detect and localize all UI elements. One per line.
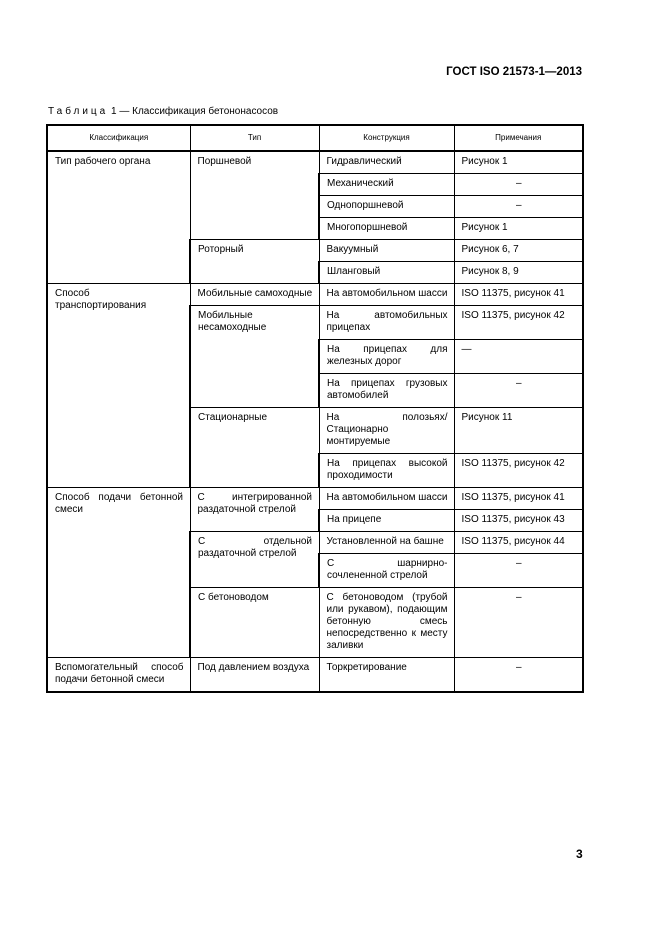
note-cell: – <box>454 174 583 196</box>
table-caption <box>48 106 278 117</box>
table-row <box>47 151 583 174</box>
classification-cell: Вспомогательный способ подачи бетонной смеси <box>47 658 190 693</box>
classification-cell: Способ подачи бетонной смеси <box>47 488 190 658</box>
table-body <box>47 151 583 692</box>
construction-cell: На автомобильных прицепах <box>319 306 454 340</box>
column-header: Классификация <box>47 125 190 151</box>
type-cell: Поршневой <box>190 151 319 240</box>
construction-cell: Механический <box>319 174 454 196</box>
document-id: ГОСТ ISO 21573-1—2013 <box>446 66 582 78</box>
note-cell: Рисунок 6, 7 <box>454 240 583 262</box>
note-cell: Рисунок 8, 9 <box>454 262 583 284</box>
note-cell: — <box>454 340 583 374</box>
note-cell: Рисунок 11 <box>454 408 583 454</box>
construction-cell: Многопоршневой <box>319 218 454 240</box>
construction-cell: Гидравлический <box>319 151 454 174</box>
column-header: Конструкция <box>319 125 454 151</box>
classification-cell: Способ транспортирования <box>47 284 190 488</box>
note-cell: Рисунок 1 <box>454 218 583 240</box>
type-cell: Роторный <box>190 240 319 284</box>
construction-cell: Вакуумный <box>319 240 454 262</box>
table-caption-label: Таблица <box>48 106 109 117</box>
note-cell: – <box>454 374 583 408</box>
classification-table-container <box>46 124 582 693</box>
construction-cell: На полозьях/ Стационарно монтируемые <box>319 408 454 454</box>
note-cell: ISO 11375, рисунок 42 <box>454 306 583 340</box>
construction-cell: На прицепах высокой проходимости <box>319 454 454 488</box>
table-caption-number: 1 <box>111 106 117 117</box>
type-cell: Мобильные несамоходные <box>190 306 319 408</box>
column-header: Примечания <box>454 125 583 151</box>
note-cell: – <box>454 588 583 658</box>
construction-cell: На прицепе <box>319 510 454 532</box>
type-cell: Мобильные самоходные <box>190 284 319 306</box>
construction-cell: На прицепах для железных дорог <box>319 340 454 374</box>
type-cell: Стационарные <box>190 408 319 488</box>
construction-cell: Однопоршневой <box>319 196 454 218</box>
note-cell: ISO 11375, рисунок 41 <box>454 488 583 510</box>
note-cell: ISO 11375, рисунок 43 <box>454 510 583 532</box>
construction-cell: Торкретирование <box>319 658 454 693</box>
table-header-row <box>47 125 583 151</box>
table-row <box>47 284 583 306</box>
construction-cell: Установленной на башне <box>319 532 454 554</box>
note-cell: – <box>454 554 583 588</box>
construction-cell: Шланговый <box>319 262 454 284</box>
table-caption-title: — Классификация бетононасосов <box>119 106 279 117</box>
note-cell: ISO 11375, рисунок 41 <box>454 284 583 306</box>
classification-cell: Тип рабочего органа <box>47 151 190 284</box>
construction-cell: С бетоноводом (трубой или рукавом), подающим бетонную смесь непосредственно к месту заливки <box>319 588 454 658</box>
type-cell: С интегрированной раздаточной стрелой <box>190 488 319 532</box>
note-cell: ISO 11375, рисунок 42 <box>454 454 583 488</box>
note-cell: ISO 11375, рисунок 44 <box>454 532 583 554</box>
type-cell: С бетоноводом <box>190 588 319 658</box>
type-cell: Под давлением воздуха <box>190 658 319 693</box>
table-row <box>47 658 583 693</box>
construction-cell: На автомобильном шасси <box>319 284 454 306</box>
note-cell: – <box>454 196 583 218</box>
construction-cell: На автомобильном шасси <box>319 488 454 510</box>
construction-cell: С шарнирно-сочлененной стрелой <box>319 554 454 588</box>
construction-cell: На прицепах грузовых автомобилей <box>319 374 454 408</box>
column-header: Тип <box>190 125 319 151</box>
type-cell: С отдельной раздаточной стрелой <box>190 532 319 588</box>
note-cell: – <box>454 658 583 693</box>
classification-table <box>46 124 584 693</box>
page-number: 3 <box>576 847 583 861</box>
table-row <box>47 488 583 510</box>
note-cell: Рисунок 1 <box>454 151 583 174</box>
